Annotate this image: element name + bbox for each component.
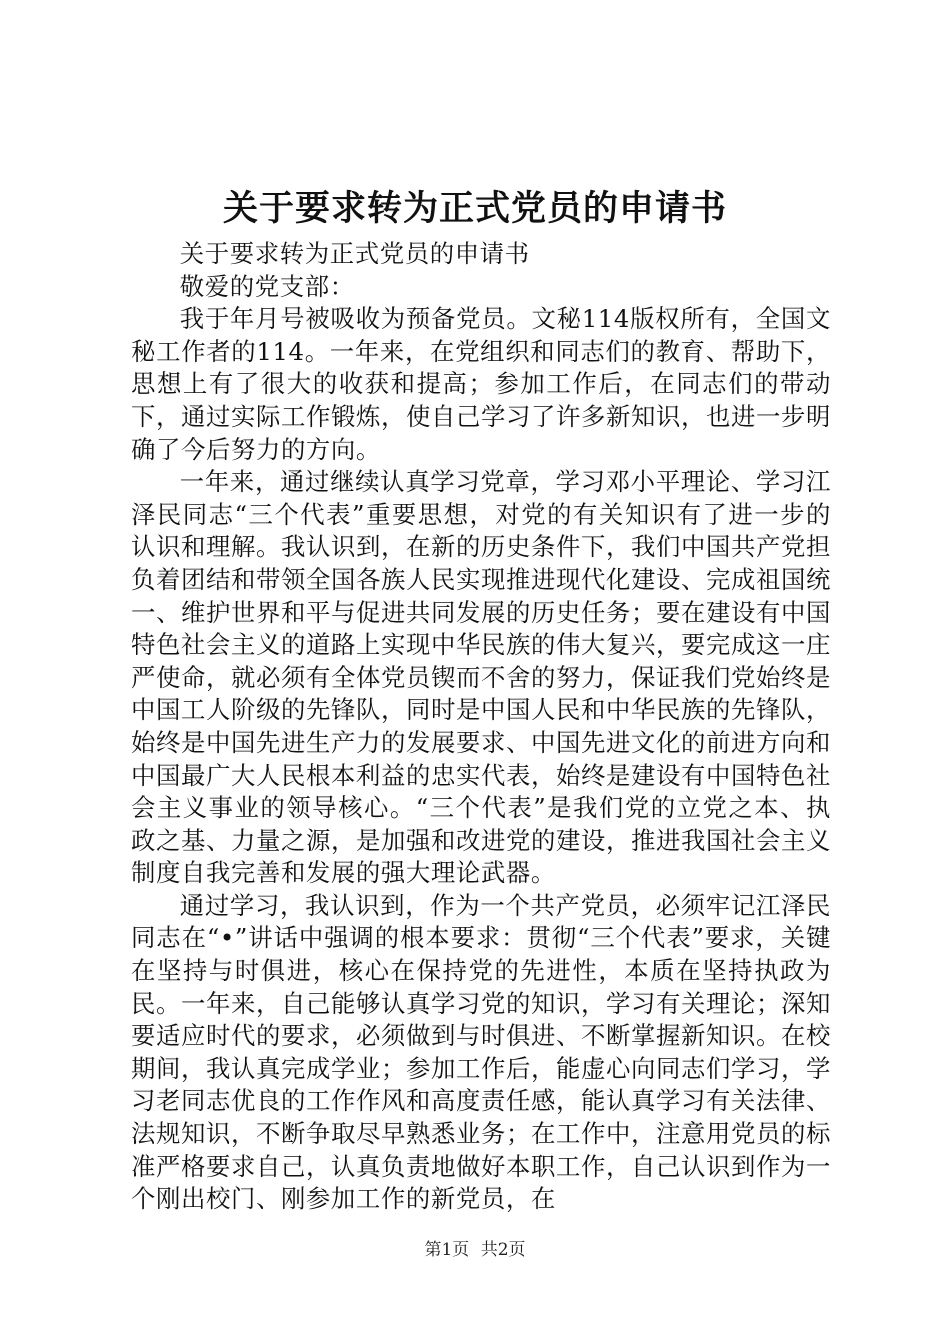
document-body bbox=[131, 238, 831, 1216]
document-title: 关于要求转为正式党员的申请书 bbox=[222, 188, 727, 229]
paragraph: 通过学习，我认识到，作为一个共产党员，必须牢记江泽民同志在“•”讲话中强调的根本要求：贯彻“三个代表”要求，关键在坚持与时俱进，核心在保持党的先进性，本质在坚持执政为民。一年来，自己能够认真学习党的知识，学习有关理论；深知要适应时代的要求，必须做到与时俱进、不断掌握新知识。在校期间，我认真完成学业；参加工作后，能虚心向同志们学习，学习老同志优良的工作作风和高度责任感，能认真学习有关法律、法规知识，不断争取尽早熟悉业务；在工作中，注意用党员的标准严格要求自己，认真负责地做好本职工作，自己认识到作为一个刚出校门、刚参加工作的新党员，在 bbox=[131, 890, 831, 1214]
page-footer bbox=[0, 1238, 950, 1262]
paragraph: 我于年月号被吸收为预备党员。文秘114版权所有，全国文秘工作者的114。一年来，在党组织和同志们的教育、帮助下，思想上有了很大的收获和提高；参加工作后，在同志们的带动下，通过实际工作锻炼，使自己学习了许多新知识，也进一步明确了今后努力的方向。 bbox=[131, 304, 831, 464]
page-total: 共2页 bbox=[480, 1240, 526, 1260]
paragraph-subtitle: 关于要求转为正式党员的申请书 bbox=[179, 239, 530, 268]
paragraph-salutation: 敬爱的党支部： bbox=[179, 271, 355, 301]
page-number: 第1页 bbox=[424, 1240, 470, 1260]
paragraph: 一年来，通过继续认真学习党章，学习邓小平理论、学习江泽民同志“三个代表”重要思想，对党的有关知识有了进一步的认识和理解。我认识到，在新的历史条件下，我们中国共产党担负着团结和带领全国各族人民实现推进现代化建设、完成祖国统一、维护世界和平与促进共同发展的历史任务；要在建设有中国特色社会主义的道路上实现中华民族的伟大复兴，要完成这一庄严使命，就必须有全体党员锲而不舍的努力，保证我们党始终是中国工人阶级的先锋队，同时是中国人民和中华民族的先锋队，始终是中国先进生产力的发展要求、中国先进文化的前进方向和中国最广大人民根本利益的忠实代表，始终是建设有中国特色社会主义事业的领导核心。“三个代表”是我们党的立党之本、执政之基、力量之源，是加强和改进党的建设，推进我国社会主义制度自我完善和发展的强大理论武器。 bbox=[131, 467, 831, 888]
